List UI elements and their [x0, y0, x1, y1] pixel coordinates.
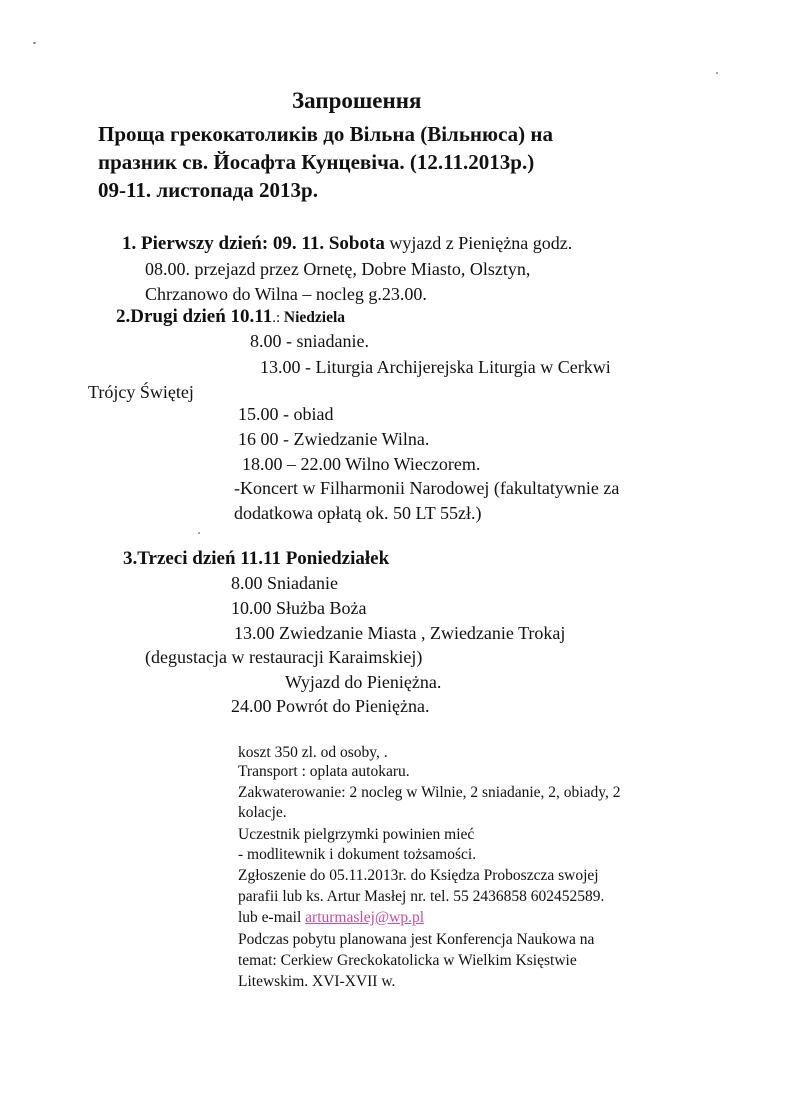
- email-link[interactable]: arturmaslej@wp.pl: [305, 909, 425, 926]
- info-line: Zgłoszenie do 05.11.2013r. do Księdza Proboszcza swojej: [238, 867, 599, 884]
- day3-item: 10.00 Służba Boża: [231, 598, 367, 618]
- day1-line1-rest: wyjazd z Pieniężna godz.: [384, 233, 573, 253]
- day3-item: 13.00 Zwiedzanie Miasta , Zwiedzanie Trokaj: [234, 623, 566, 643]
- day2-heading-day: Niedziela: [283, 309, 346, 326]
- day2-heading-sep: .:: [272, 310, 284, 326]
- day1-line-3: Chrzanowo do Wilna – nocleg g.23.00.: [145, 284, 427, 304]
- info-line: Transport : oplata autokaru.: [238, 763, 410, 780]
- info-line: Uczestnik pielgrzymki powinien mieć: [238, 826, 475, 843]
- day1-line-2: 08.00. przejazd przez Ornetę, Dobre Miasto, Olsztyn,: [145, 259, 531, 279]
- day1-line-1: [122, 233, 572, 255]
- info-line: parafii lub ks. Artur Masłej nr. tel. 55 2436858 602452589.: [238, 888, 605, 905]
- day3-item: (degustacja w restauracji Karaimskiej): [145, 647, 423, 667]
- info-line: Zakwaterowanie: 2 nocleg w Wilnie, 2 sniadanie, 2, obiady, 2: [238, 784, 621, 801]
- subtitle-line-1: Проща грекокатоликів до Вільна (Вільнюса) на: [98, 122, 553, 146]
- day2-item: 8.00 - sniadanie.: [250, 331, 369, 351]
- page-title: Запрошення: [292, 88, 422, 113]
- scan-speck: [198, 532, 200, 534]
- info-line: - modlitewnik i dokument tożsamości.: [238, 846, 477, 863]
- day2-item: -Koncert w Filharmonii Narodowej (fakultatywnie za: [234, 478, 620, 498]
- day2-heading-row: [116, 306, 345, 328]
- day1-heading: 1. Pierwszy dzień: 09. 11. Sobota: [122, 233, 385, 254]
- day2-item: 15.00 - obiad: [238, 404, 334, 424]
- email-prefix: lub e-mail: [238, 909, 306, 926]
- info-line: Litewskim. XVI-XVII w.: [238, 973, 396, 990]
- day2-item: Trójcy Świętej: [88, 382, 194, 402]
- scan-speck: [33, 42, 36, 44]
- day3-item: Wyjazd do Pieniężna.: [285, 672, 442, 692]
- info-line: temat: Cerkiew Greckokatolicka w Wielkim Księstwie: [238, 952, 577, 969]
- info-line: Podczas pobytu planowana jest Konferencja Naukowa na: [238, 931, 595, 948]
- day2-heading: 2.Drugi dzień 10.11: [116, 306, 273, 327]
- day2-item: dodatkowa opłatą ok. 50 LT 55zł.): [234, 503, 482, 523]
- day2-item: 16 00 - Zwiedzanie Wilna.: [238, 429, 430, 449]
- day2-item: 13.00 - Liturgia Archijerejska Liturgia w Cerkwi: [260, 357, 611, 377]
- subtitle-line-3: 09-11. листопада 2013р.: [98, 178, 318, 202]
- info-line: koszt 350 zl. od osoby, .: [238, 744, 388, 761]
- day2-item: 18.00 – 22.00 Wilno Wieczorem.: [242, 454, 481, 474]
- subtitle-line-2: празник св. Йосафта Кунцевіча. (12.11.2013р.): [98, 150, 535, 174]
- day3-heading: 3.Trzeci dzień 11.11 Poniedziałek: [123, 548, 390, 569]
- email-row: [238, 909, 424, 927]
- info-line: kolacje.: [238, 804, 287, 821]
- scan-speck: [716, 72, 718, 74]
- day3-item: 24.00 Powrót do Pieniężna.: [231, 696, 430, 716]
- day3-item: 8.00 Sniadanie: [231, 573, 338, 593]
